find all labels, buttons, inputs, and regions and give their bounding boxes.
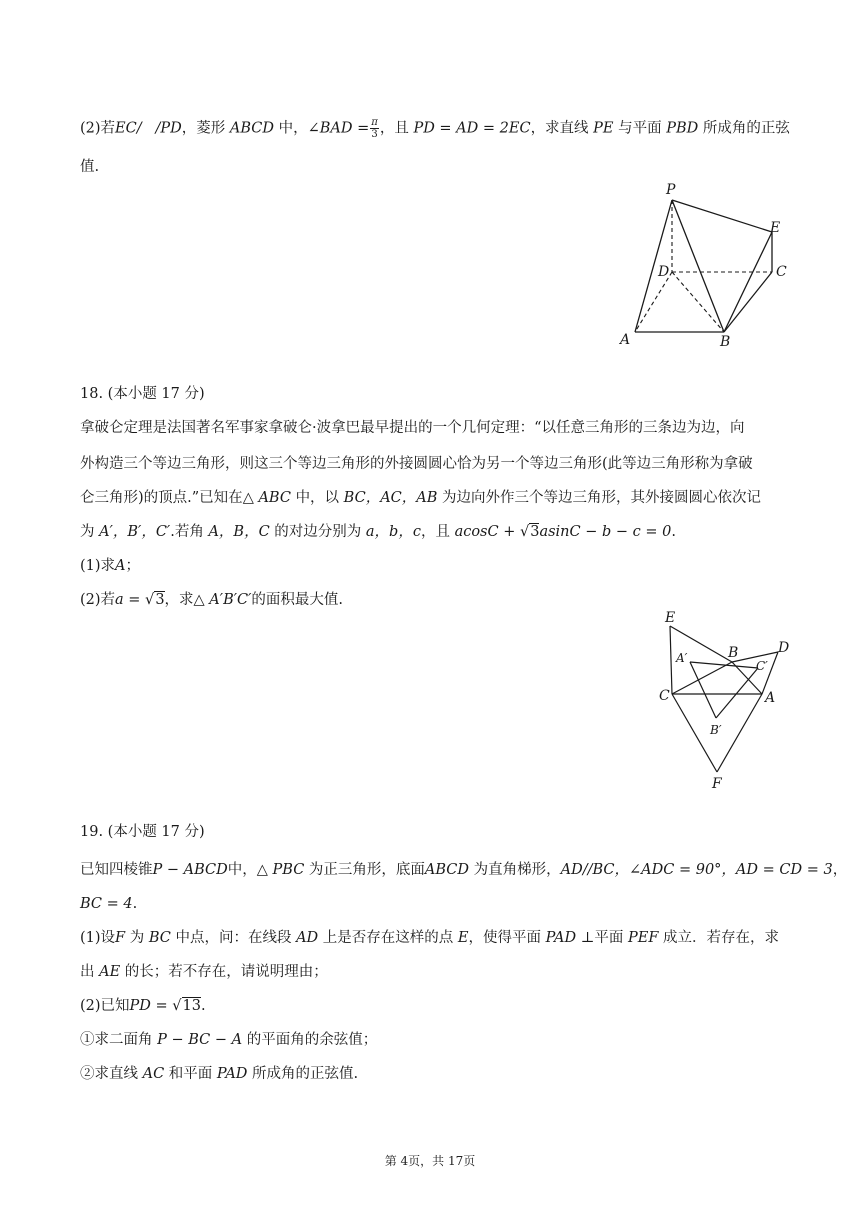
ec-expr: EC/ — [115, 120, 142, 137]
label-e: E — [665, 610, 676, 626]
q18-line2: 外构造三个等边三角形，则这三个等边三角形的外接圆圆心恰为另一个等边三角形(此等边三角形称为拿破 — [80, 456, 753, 472]
pd-expr: /PD — [155, 120, 182, 137]
q18-part1: (1)求A； — [80, 558, 141, 574]
label-a: A — [620, 332, 631, 348]
q19-part2: (2)已知PD = √13. — [80, 998, 206, 1014]
label-a-prime: A′ — [676, 651, 688, 665]
pyramid-figure — [610, 178, 800, 353]
label-d: D — [778, 640, 790, 656]
q17-part2-line1: (2)若EC/ /PD，菱形 ABCD 中，∠BAD = $\frac{\pi}{3}$ ，且 PD = AD = 2EC，求直线 PE 与平面 PBD 所成角的正弦 — [80, 117, 790, 140]
label-b: B — [728, 645, 739, 661]
q18-equation: acosC + √3asinC − b − c = 0 — [454, 524, 672, 540]
label-f: F — [712, 776, 722, 792]
napoleon-diagram — [650, 606, 800, 792]
angle-bad: ∠BAD = — [307, 120, 370, 137]
label-p: P — [666, 182, 676, 198]
page-footer: 第 4页，共 17页 — [384, 1154, 476, 1168]
q19-subpart2: ②求直线 AC 和平面 PAD 所成角的正弦值. — [80, 1066, 359, 1082]
q19-line1: 已知四棱锥P − ABCD中，△ PBC 为正三角形，底面ABCD 为直角梯形，AD//BC，∠ADC = 90°，AD = CD = 3， — [80, 862, 848, 878]
q18-line3: 仑三角形)的顶点.”已知在△ ABC 中，以 BC，AC，AB 为边向外作三个等边三角形，其外接圆圆心依次记 — [80, 490, 761, 506]
q18-line1: 拿破仑定理是法国著名军事家拿破仑·波拿巴最早提出的一个几何定理：“以任意三角形的三条边为边，向 — [80, 420, 745, 436]
q19-part1-line2: 出 AE 的长；若不存在，请说明理由； — [80, 964, 328, 980]
q19-line2: BC = 4. — [80, 896, 138, 912]
q19-conditions: AD//BC，∠ADC = 90°，AD = CD = 3 — [560, 862, 833, 878]
q19-header: 19. (本小题 17 分) — [80, 824, 205, 840]
q19-part1-line1: (1)设F 为 BC 中点，问：在线段 AD 上是否存在这样的点 E，使得平面 PAD ⊥平面 PEF 成立．若存在，求 — [80, 930, 780, 946]
label-b: B — [720, 334, 731, 350]
q19-subpart1: ①求二面角 P − BC − A 的平面角的余弦值； — [80, 1032, 378, 1048]
q18-part2: (2)若a = √3，求△ A′B′C′的面积最大值. — [80, 592, 344, 608]
label-c: C — [776, 264, 787, 280]
q17-part2-line2: 值. — [80, 159, 100, 175]
pyramid-diagram — [610, 178, 800, 353]
label-c-prime: C′ — [756, 659, 768, 673]
napoleon-figure — [650, 606, 800, 792]
label-d: D — [658, 264, 670, 280]
label-b-prime: B′ — [710, 723, 722, 737]
label-e: E — [770, 220, 781, 236]
label-a: A — [765, 690, 776, 706]
pi-over-3-fraction: $\frac{\pi}{3}$ — [371, 117, 378, 140]
q18-line4: 为 A′，B′，C′.若角 A，B，C 的对边分别为 a，b，c，且 acosC + √3asinC − b − c = 0. — [80, 524, 676, 540]
equation-pd-ad-ec: PD = AD = 2EC — [413, 120, 531, 137]
label-c: C — [659, 688, 670, 704]
q18-header: 18. (本小题 17 分) — [80, 386, 205, 402]
